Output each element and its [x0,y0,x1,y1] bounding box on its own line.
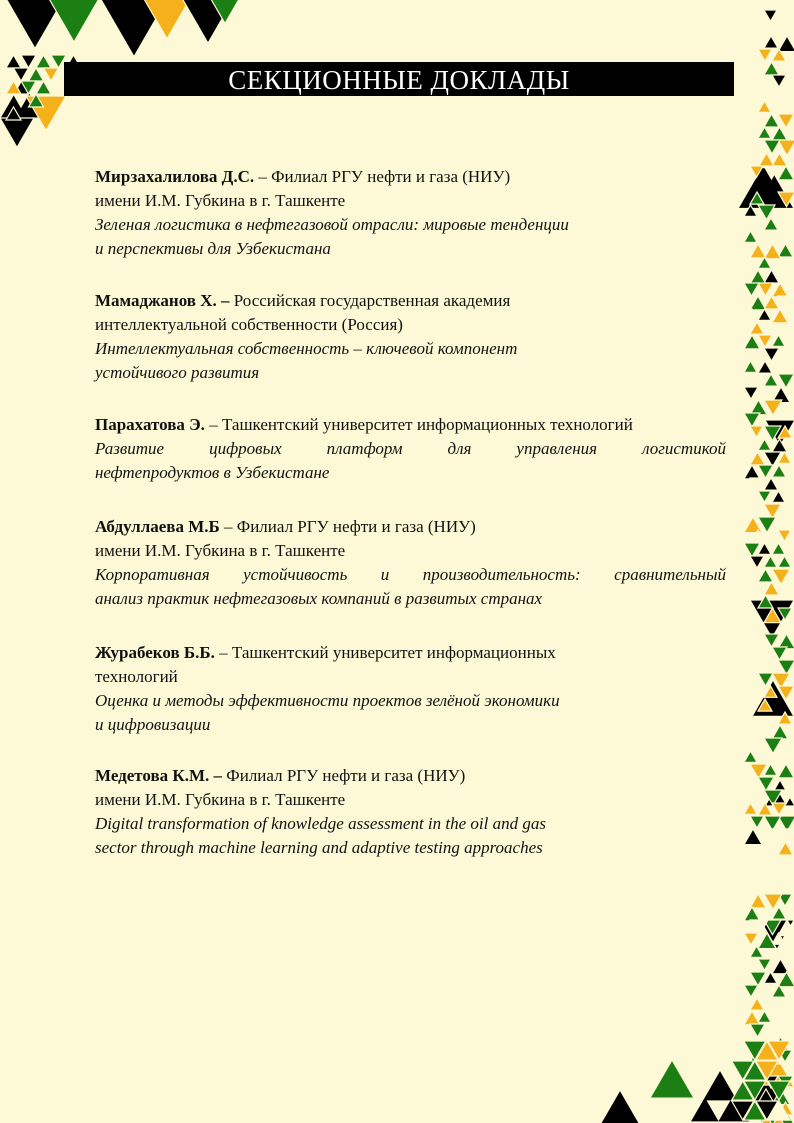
affiliation-line-2: имени И.М. Губкина в г. Ташкенте [95,541,346,560]
title-bar [64,62,734,96]
author-name: Мамаджанов Х. – [95,291,230,310]
affiliation-line-1: – Ташкентский университет информационных [214,643,556,662]
author-name: Мирзахалилова Д.С. [95,167,255,186]
affiliation-line-2: имени И.М. Губкина в г. Ташкенте [95,790,346,809]
report-entry-6 [95,764,726,860]
affiliation-line-1: Российская государственная академия [229,291,511,310]
affiliation-line-1: Филиал РГУ нефти и газа (НИУ) [222,766,466,785]
report-topic-line-2: и перспективы для Узбекистана [95,239,331,258]
affiliation-line-2: интеллектуальной собственности (Россия) [95,315,403,334]
report-topic-line-1: Зеленая логистика в нефтегазовой отрасли: мировые тенденции [95,215,569,234]
author-name: Журабеков Б.Б. [95,643,215,662]
report-topic-line-1: Интеллектуальная собственность – ключевой компонент [95,339,518,358]
report-topic-line-1: Корпоративная устойчивость и производительность: сравнительный [95,565,726,584]
report-topic-line-1: Развитие цифровых платформ для управления логистикой [95,439,726,458]
report-topic-line-2: и цифровизации [95,715,211,734]
report-entry-1 [95,165,726,261]
report-topic-line-2: sector through machine learning and adaptive testing approaches [95,838,543,857]
report-entry-4 [95,515,726,611]
affiliation-line-2: технологий [95,667,178,686]
page-title: СЕКЦИОННЫЕ ДОКЛАДЫ [228,64,570,95]
report-entry-2 [95,289,726,385]
author-name: Медетова К.М. – [95,766,223,785]
affiliation-line-1: – Филиал РГУ нефти и газа (НИУ) [219,517,476,536]
report-topic-line-2: нефтепродуктов в Узбекистане [95,463,330,482]
affiliation-line-2: имени И.М. Губкина в г. Ташкенте [95,191,346,210]
affiliation-line-1: – Ташкентский университет информационных технологий [204,415,633,434]
report-entry-3 [95,413,726,485]
report-entry-5 [95,641,726,737]
author-name: Парахатова Э. [95,415,205,434]
report-topic-line-1: Оценка и методы эффективности проектов зелёной экономики [95,691,560,710]
report-topic-line-2: анализ практик нефтегазовых компаний в развитых странах [95,589,543,608]
affiliation-line-1: – Филиал РГУ нефти и газа (НИУ) [254,167,511,186]
report-topic-line-2: устойчивого развития [95,363,260,382]
author-name: Абдуллаева М.Б [95,517,220,536]
report-topic-line-1: Digital transformation of knowledge assessment in the oil and gas [95,814,546,833]
